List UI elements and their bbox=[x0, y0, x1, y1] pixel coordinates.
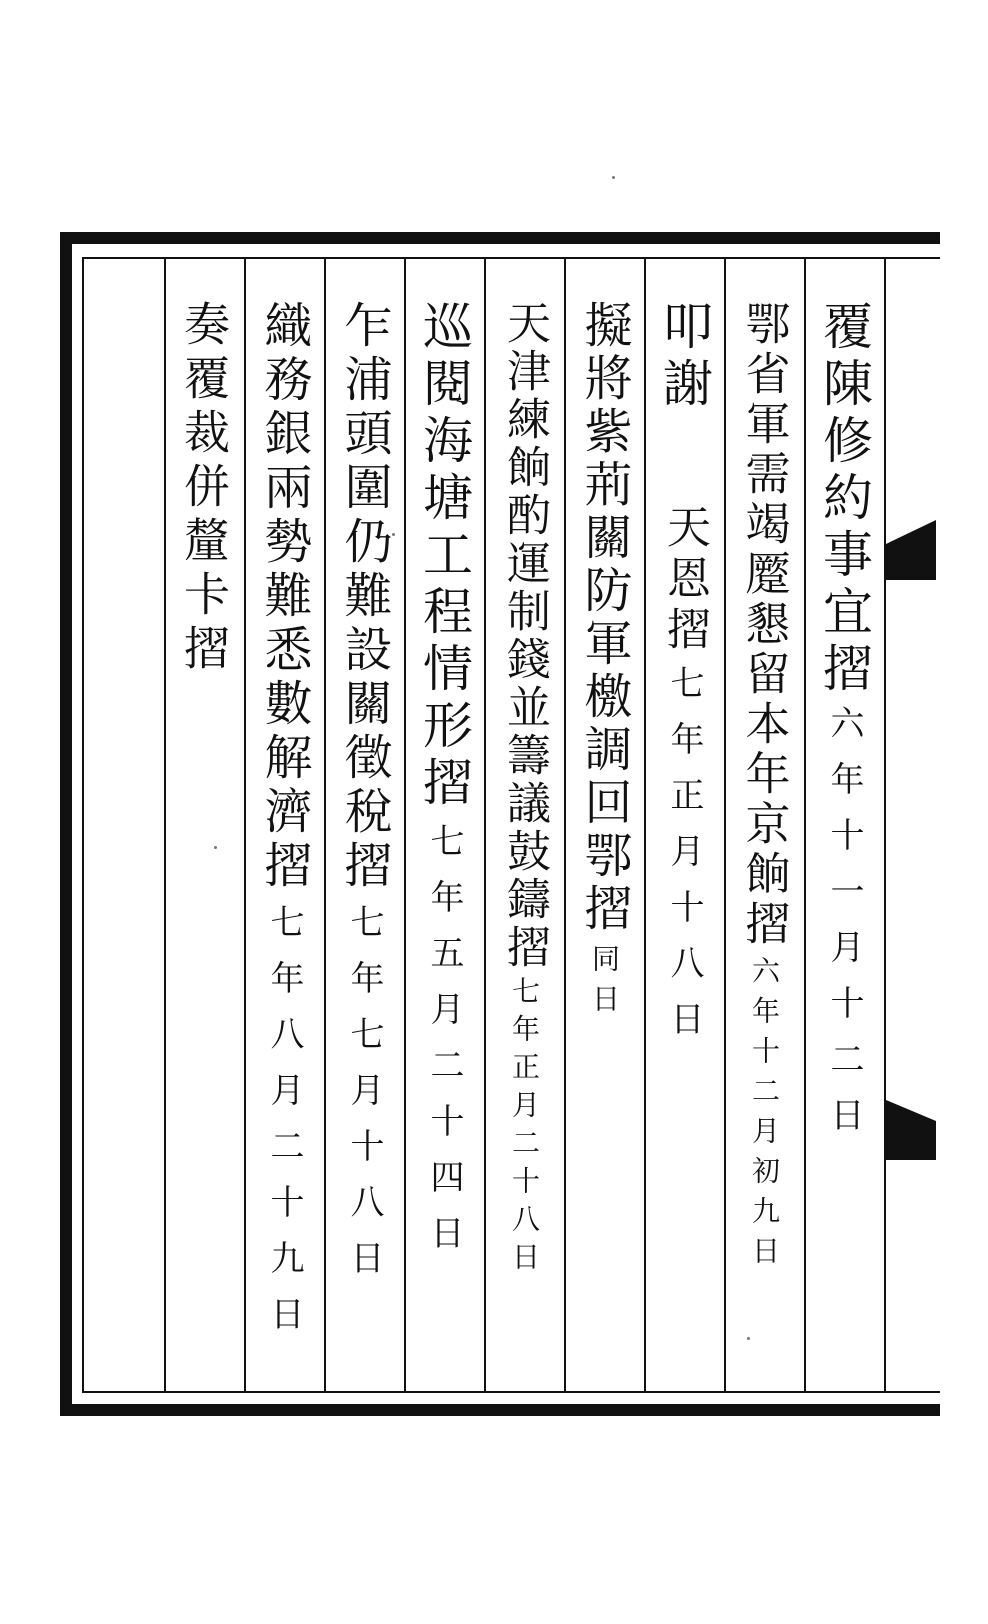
entry-title: 擬將紫荊關防軍檄調回鄂摺 bbox=[576, 300, 632, 936]
entry-title: 天津練餉酌運制錢並籌議鼓鑄摺 bbox=[499, 300, 550, 972]
paper-speck bbox=[392, 533, 395, 536]
entry-title: 叩謝 bbox=[655, 300, 713, 414]
column-rule bbox=[884, 257, 886, 1393]
paper-speck bbox=[214, 846, 217, 849]
entry-column-6 bbox=[404, 300, 484, 1271]
entry-column-3 bbox=[644, 300, 724, 1057]
entry-title: 奏覆裁併釐卡摺 bbox=[177, 300, 231, 678]
entry-column-5 bbox=[484, 300, 564, 1280]
entry-column-1 bbox=[804, 300, 884, 1153]
entry-date: 七年八月二十九日 bbox=[264, 904, 304, 1352]
entry-title: 鄂省軍需竭蹷懇留本年京餉摺 bbox=[737, 300, 791, 950]
paper-speck bbox=[612, 176, 615, 179]
entry-title: 覆陳修約事宜摺 bbox=[815, 300, 873, 699]
entry-column-4 bbox=[564, 300, 644, 1024]
entry-column-9 bbox=[164, 300, 244, 678]
paper-speck bbox=[747, 1337, 750, 1340]
entry-title: 巡閱海塘工程情形摺 bbox=[415, 300, 473, 813]
entry-title: 乍浦頭圍仍難設關徵稅摺 bbox=[336, 300, 392, 894]
entry-title-indent: 天恩摺 bbox=[659, 504, 710, 657]
entry-column-7 bbox=[324, 300, 404, 1296]
entry-date: 七年五月二十四日 bbox=[424, 823, 464, 1271]
entry-column-2 bbox=[724, 300, 804, 1276]
entry-date: 六年十二月初九日 bbox=[748, 956, 781, 1276]
entry-date: 同日 bbox=[588, 944, 621, 1024]
entry-date: 七年七月十八日 bbox=[344, 904, 384, 1296]
entry-date: 七年正月二十八日 bbox=[508, 976, 541, 1280]
entry-title: 織務銀兩勢難悉數解濟摺 bbox=[256, 300, 312, 894]
entry-date: 六年十一月十二日 bbox=[824, 705, 864, 1153]
entry-column-8 bbox=[244, 300, 324, 1352]
entry-date: 七年正月十八日 bbox=[664, 665, 704, 1057]
